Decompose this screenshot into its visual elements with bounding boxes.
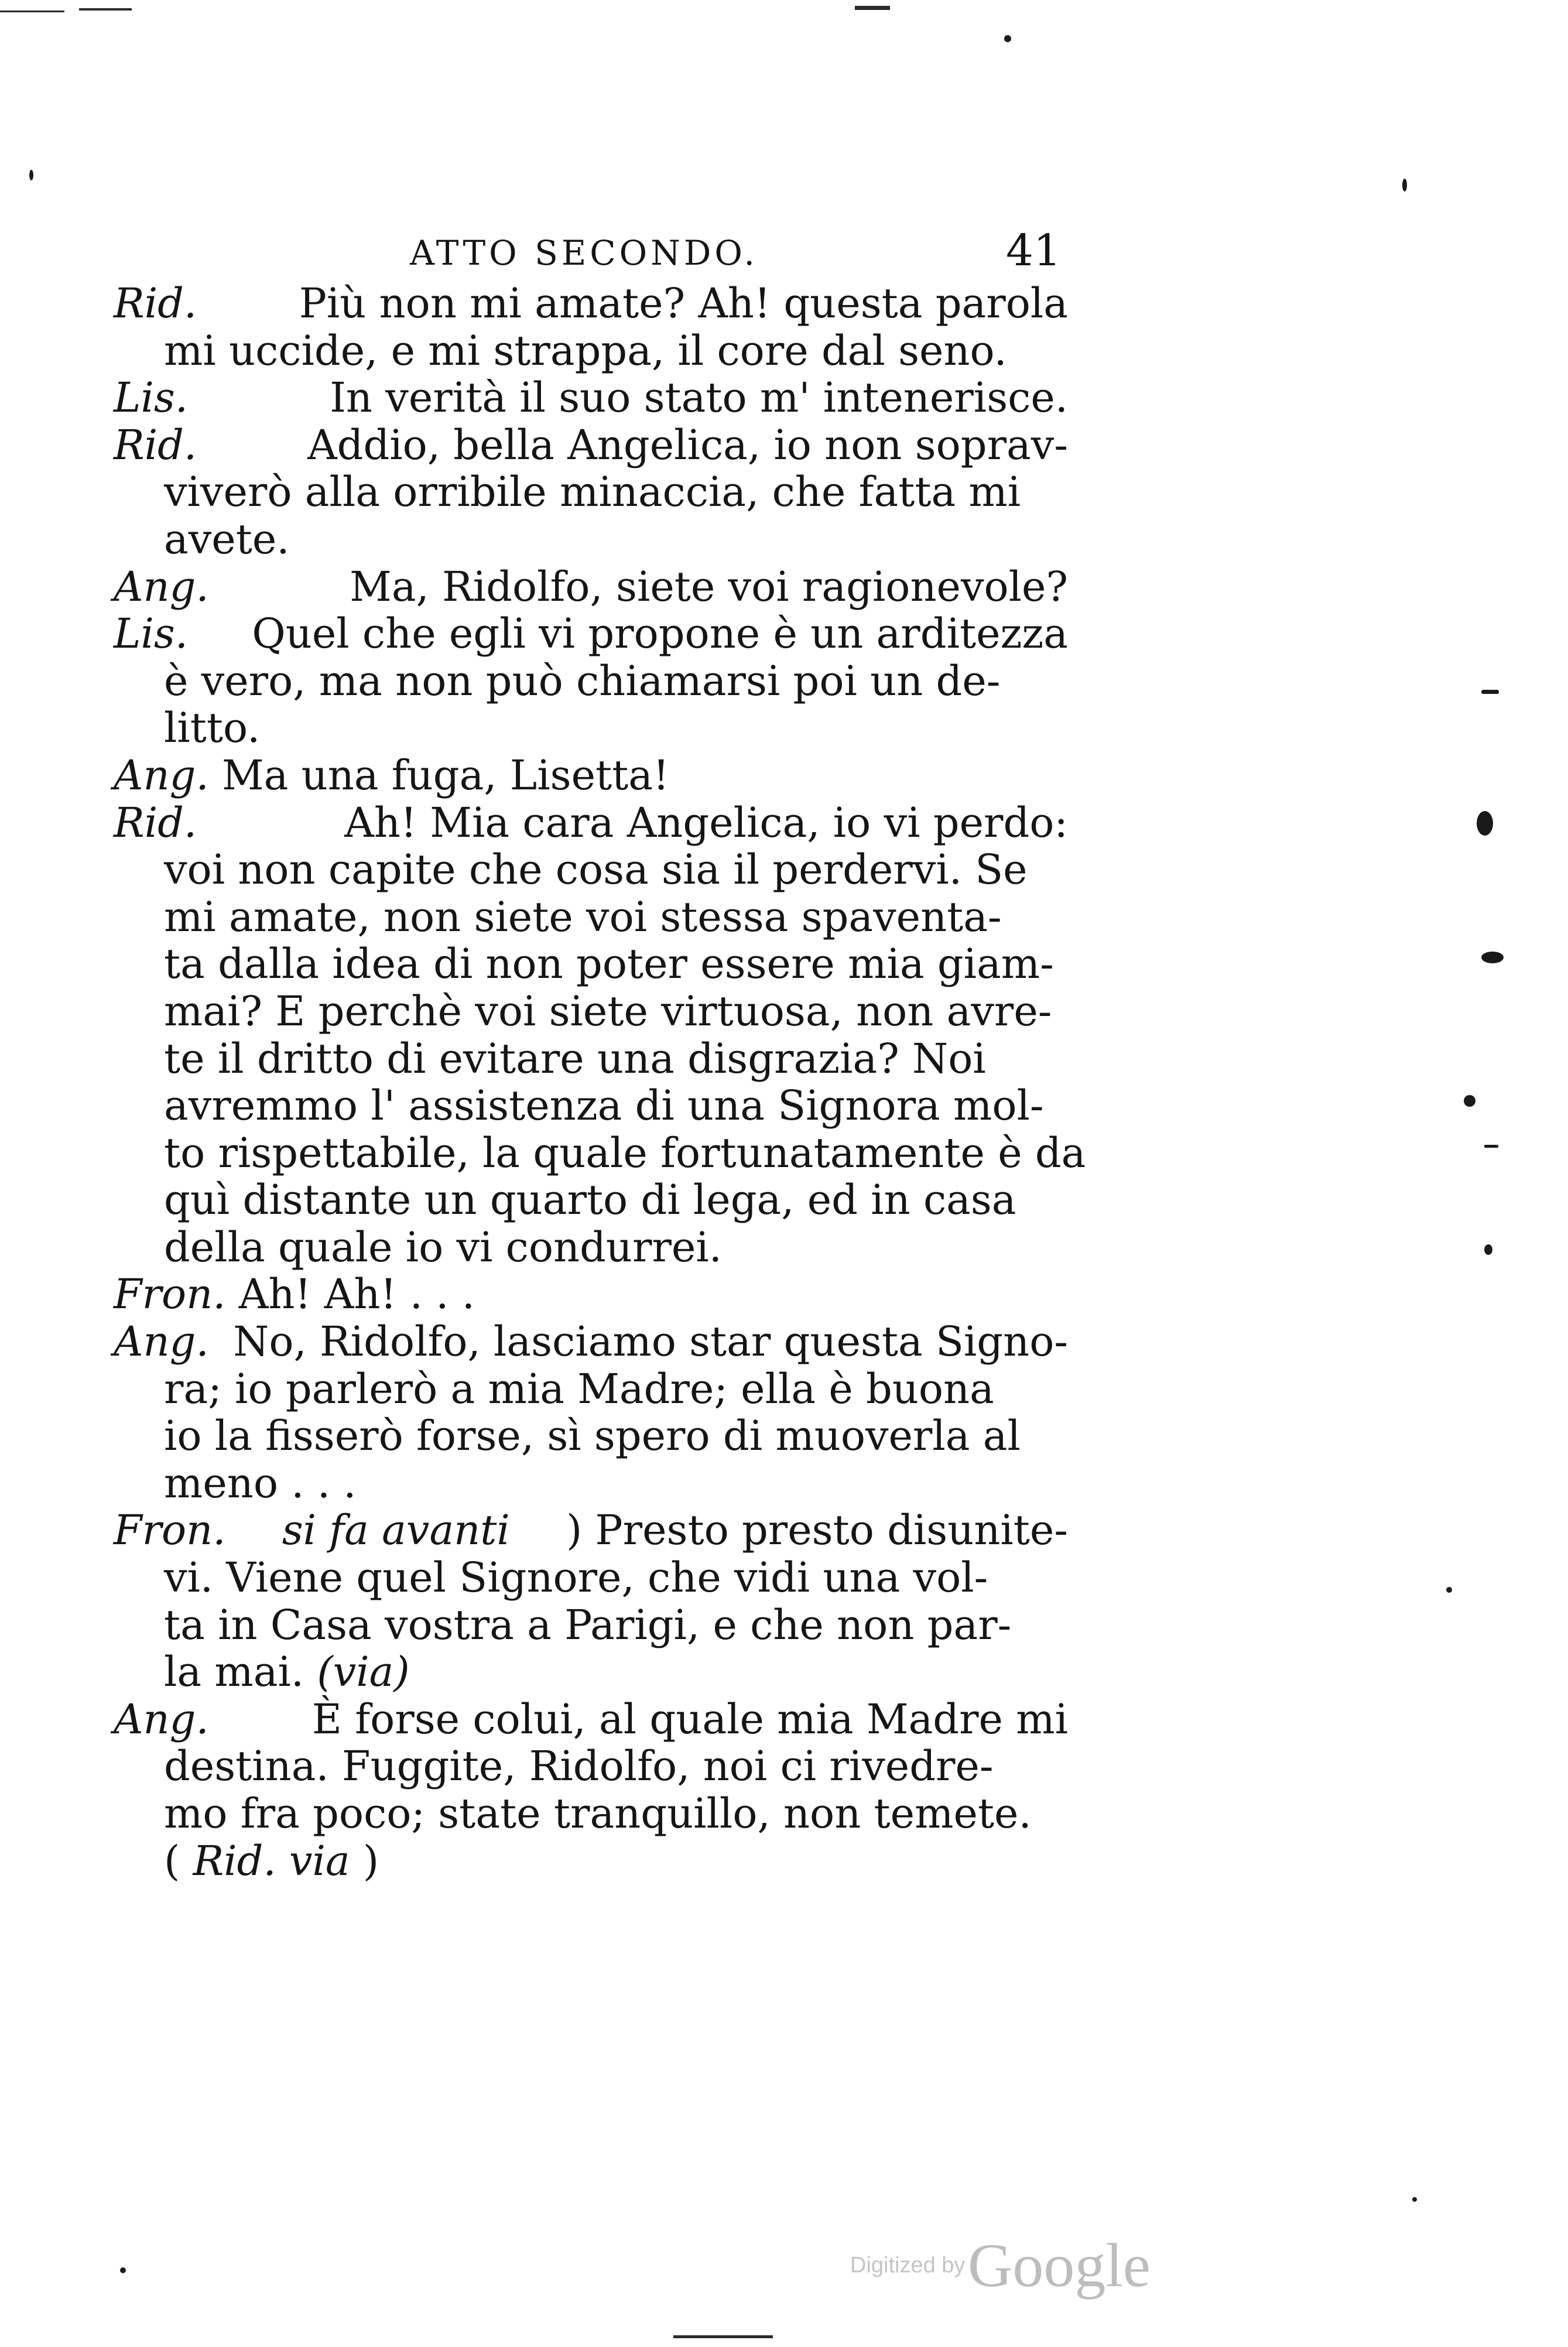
scan-speck	[1481, 952, 1504, 963]
text-line	[114, 988, 1068, 1035]
scan-speck	[1446, 1587, 1452, 1593]
text-line	[114, 1602, 1068, 1649]
line-text: È forse colui, al quale mia Madre mi	[311, 1695, 1068, 1743]
text-line	[114, 658, 1068, 705]
text-line	[114, 1224, 1068, 1271]
line-text: viverò alla orribile minaccia, che fatta mi	[164, 468, 1021, 516]
speaker-name: Rid.	[114, 279, 197, 327]
scan-speck	[120, 2267, 126, 2273]
speaker-name: Rid.	[114, 420, 197, 469]
line-text: mo fra poco; state tranquillo, non temete.	[164, 1790, 1032, 1838]
line-text: la mai.	[164, 1648, 304, 1696]
line-text: (	[164, 1836, 193, 1885]
scan-speck	[29, 170, 33, 180]
text-line	[114, 894, 1068, 941]
scan-speck	[1484, 1244, 1492, 1255]
line-text: vi. Viene quel Signore, che vidi una vol-	[164, 1554, 988, 1602]
line-text: avremmo l' assistenza di una Signora mol-	[164, 1082, 1044, 1130]
speaker-name: Lis.	[114, 374, 189, 422]
text-line	[114, 704, 1068, 752]
line-text: destina. Fuggite, Ridolfo, noi ci rivedre-	[164, 1742, 994, 1791]
text-line	[114, 1790, 1068, 1838]
line-text: mi amate, non siete voi stessa spaventa-	[164, 892, 1002, 941]
speaker-name: Ang.	[114, 562, 209, 611]
text-line	[114, 1176, 1068, 1224]
text-line	[114, 799, 1068, 847]
line-text: della quale io vi condurrei.	[164, 1223, 722, 1271]
text-line	[114, 1366, 1068, 1413]
text-line	[114, 752, 1068, 799]
line-text: ra; io parlerò a mia Madre; ella è buona	[164, 1364, 994, 1413]
scan-speck	[1481, 690, 1499, 694]
speaker-name: Fron.	[114, 1506, 226, 1555]
text-line	[114, 1082, 1068, 1130]
speaker-name: Ang.	[114, 751, 209, 799]
speaker-name: Ang.	[114, 1318, 209, 1366]
scan-edge-mark	[79, 8, 132, 11]
play-text	[114, 279, 1086, 1885]
speaker-name: Ang.	[114, 1695, 209, 1743]
line-text: ) Presto presto disunite-	[553, 1506, 1068, 1555]
line-text: quì distante un quarto di lega, ed in casa	[164, 1176, 1016, 1224]
text-line	[114, 563, 1068, 611]
running-title: ATTO SECONDO.	[410, 233, 758, 273]
stage-direction: si fa avanti	[269, 1506, 510, 1555]
line-text: to rispettabile, la quale fortunatamente è da	[164, 1128, 1086, 1177]
line-text: Addio, bella Angelica, io non soprav-	[307, 420, 1068, 469]
line-text: Ma una fuga, Lisetta!	[208, 751, 670, 799]
text-line	[114, 280, 1068, 327]
scan-speck	[1464, 1095, 1475, 1107]
line-text: te il dritto di evitare una disgrazia? Noi	[164, 1034, 986, 1083]
page-number: 41	[1006, 225, 1062, 276]
scan-edge-mark	[673, 2335, 773, 2338]
line-text: Più non mi amate? Ah! questa parola	[299, 279, 1068, 327]
digitized-by-watermark	[850, 2230, 1151, 2301]
scan-speck	[1412, 2197, 1417, 2202]
google-logo: Google	[967, 2231, 1151, 2300]
text-line	[114, 846, 1068, 894]
line-text: Ma, Ridolfo, siete voi ragionevole?	[350, 562, 1068, 611]
text-line	[114, 1696, 1068, 1743]
line-text: ta in Casa vostra a Parigi, e che non par-	[164, 1600, 1012, 1649]
scan-speck	[1402, 179, 1407, 191]
line-text: ta dalla idea di non poter essere mia giam-	[164, 940, 1054, 988]
line-text: )	[350, 1836, 379, 1885]
line-text: Ah! Ah! . . .	[225, 1270, 475, 1319]
scan-edge-mark	[855, 6, 890, 10]
line-text: litto.	[164, 704, 261, 752]
speaker-name: Fron.	[114, 1270, 226, 1319]
scan-speck	[1484, 1145, 1498, 1148]
text-line	[114, 516, 1068, 563]
text-line	[114, 1128, 1086, 1177]
text-line	[114, 1648, 1068, 1696]
line-text: avete.	[164, 515, 290, 563]
text-line	[114, 1554, 1068, 1602]
text-line	[114, 1507, 1068, 1554]
stage-direction: (via)	[317, 1648, 410, 1696]
speaker-name: Lis.	[114, 610, 189, 658]
text-line	[114, 1318, 1068, 1366]
speaker-name: Rid.	[114, 798, 197, 847]
text-line	[114, 1412, 1068, 1460]
scan-speck	[1004, 35, 1011, 42]
text-line	[114, 610, 1068, 658]
line-text: voi non capite che cosa sia il perdervi. Se	[164, 846, 1028, 894]
text-line	[114, 468, 1068, 516]
text-line	[114, 1035, 1068, 1083]
text-line	[114, 1838, 1068, 1885]
text-line	[114, 327, 1068, 375]
digitized-by-label: Digitized by	[850, 2253, 966, 2278]
line-text: mi uccide, e mi strappa, il core dal seno.	[164, 326, 1007, 375]
line-text: io la fisserò forse, sì spero di muoverla al	[164, 1412, 1021, 1460]
line-text: Ah! Mia cara Angelica, io vi perdo:	[344, 798, 1068, 847]
speaker-name: Rid. via	[193, 1836, 350, 1885]
scan-speck	[1477, 811, 1493, 836]
text-line	[114, 1271, 1068, 1318]
scan-edge-mark	[0, 11, 64, 12]
line-text: è vero, ma non può chiamarsi poi un de-	[164, 656, 1001, 705]
text-line	[114, 1743, 1068, 1790]
text-line	[114, 940, 1068, 988]
line-text: meno . . .	[164, 1459, 357, 1507]
line-text: No, Ridolfo, lasciamo star questa Signo-	[233, 1318, 1068, 1366]
line-text: mai? E perchè voi siete virtuosa, non avre-	[164, 987, 1052, 1035]
text-line	[114, 1460, 1068, 1507]
line-text: In verità il suo stato m' intenerisce.	[330, 374, 1068, 422]
line-text: Quel che egli vi propone è un arditezza	[252, 610, 1068, 658]
text-line	[114, 374, 1068, 422]
text-line	[114, 422, 1068, 469]
